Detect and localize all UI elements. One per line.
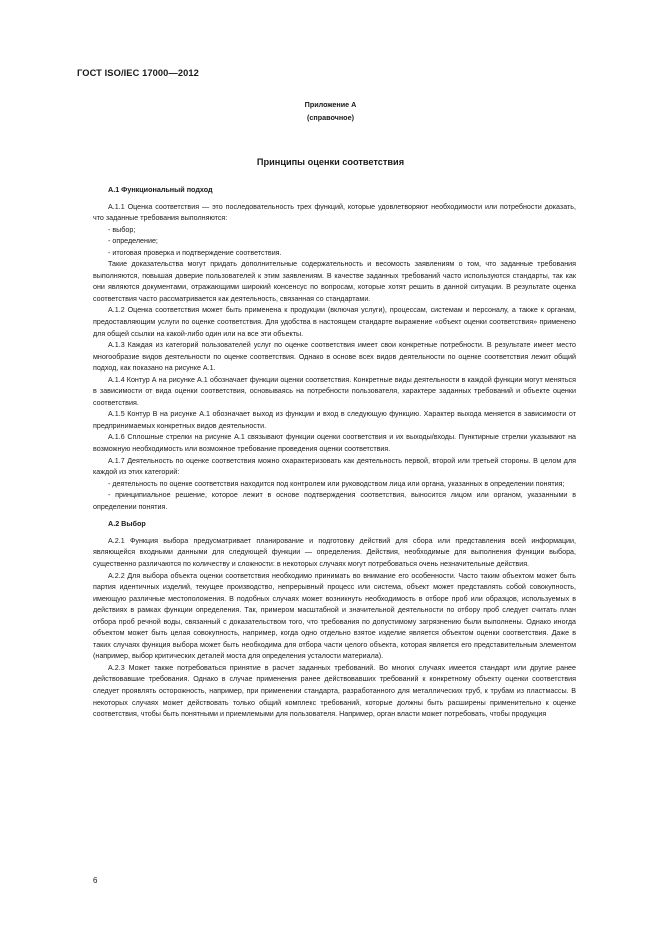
paragraph-a1-7-item-1: - деятельность по оценке соответствия находится под контролем или руководством лица или органа, указанных в определении понятия;	[108, 479, 565, 488]
main-title: Принципы оценки соответствия	[256, 157, 405, 167]
paragraph-a2-3: А.2.3 Может также потребоваться принятие в расчет заданных требований. Во многих случаях имеется стандарт или другие ранее действовавшие требования. Однако в случае применения ранее действовавших требований к конкретному объекту оценки соответствия следует проявлять осторожность, например, при применении стандарта, разработанного для металлических труб, к трубам из пластмассы. В некоторых случаях может действовать только общий комплекс требований, которые должны быть расширены применительно к оценке соответствия, чтобы быть понятными и приемлемыми для пользователя. Например, орган власти может потребовать, чтобы продукция	[93, 663, 576, 719]
standard-code-header: ГОСТ ISO/IEC 17000—2012	[77, 68, 199, 78]
paragraph-a2-2: А.2.2 Для выбора объекта оценки соответствия необходимо принимать во внимание его особенности. Часто таким объектом может быть партия идентичных изделий, текущее производство, непрерывный процесс или система, объект может представлять собой совокупность, имеющую различные местоположения. В подобных случаях может возникнуть необходимость в отборе проб или образцов, используемых в действиях в рамках функции определения. Так, примером масштабной и значительной деятельности по отбору проб следует считать план отбора проб речной воды, связанный с доказательством того, что требования по допустимому загрязнению были выполнены. Однако иногда объектом может быть целая совокупность, например, когда одно отдельно взятое изделие является объектом оценки соответствия. Даже в таких случаях функция выбора может быть необходима для отбора части целого объекта, которая является его представительным элементом (например, выбор критических деталей моста для определения усталости материала).	[93, 571, 576, 661]
document-body	[93, 184, 576, 721]
list-item: - итоговая проверка и подтверждение соответствия.	[108, 248, 282, 257]
annex-note: (справочное)	[307, 112, 354, 122]
paragraph-a1-5: А.1.5 Контур В на рисунке А.1 обозначает выход из функции и вход в следующую функцию. Характер выхода меняется в зависимости от предпринимаемых конкретных видов деятельности.	[93, 410, 576, 430]
paragraph-a1-7-item-2: - принципиальное решение, которое лежит в основе подтверждения соответствия, выносится лицом или органом, указанными в определении понятия.	[93, 491, 576, 511]
paragraph-a1-1: А.1.1 Оценка соответствия — это последовательность трех функций, которые удовлетворяют необходимости или потребности доказать, что заданные требования выполняются:	[93, 202, 576, 223]
list-item: - выбор;	[108, 225, 136, 234]
section-heading-a2: А.2 Выбор	[108, 519, 146, 529]
paragraph-a1-6: А.1.6 Сплошные стрелки на рисунке А.1 связывают функции оценки соответствия и их выходы/входы. Пунктирные стрелки указывают на возможную необходимость или возможное требование проведения оценки соответствия.	[93, 433, 576, 454]
annex-title: Приложение А	[304, 100, 357, 109]
paragraph-a1-7: А.1.7 Деятельность по оценке соответствия можно охарактеризовать как деятельность первой, второй или третьей стороны. В целом для каждой из этих категорий:	[93, 456, 576, 477]
page-number: 6	[93, 876, 98, 885]
paragraph-a1-4: А.1.4 Контур А на рисунке А.1 обозначает функции оценки соответствия. Конкретные виды деятельности в каждой функции могут меняться в зависимости от вида оценки соответствия, основываясь на потребности пользователя, характере заданных требований и объекте оценки соответствия.	[93, 375, 576, 407]
paragraph-a1-2: А.1.2 Оценка соответствия может быть применена к продукции (включая услуги), процессам, системам и персоналу, а также к органам, предоставляющим услуги по оценке соответствия. Для удобства в настоящем стандарте выражение «объект оценки соответствия» применено для общей ссылки на какой-либо один или на все эти объекты.	[93, 306, 576, 338]
list-item: - определение;	[108, 237, 158, 246]
paragraph-a2-1: А.2.1 Функция выбора предусматривает планирование и подготовку действий для сбора или представления всей информации, являющейся входными данными для следующей функции — определения. Действия, необходимые для выполнения функции выбора, существенно различаются по количеству и сложности: в некоторых случаях могут потребоваться очень незначительные действия.	[93, 536, 576, 568]
section-heading-a1: А.1 Функциональный подход	[108, 185, 213, 194]
paragraph-a1-3: А.1.3 Каждая из категорий пользователей услуг по оценке соответствия имеет свои конкретные потребности. В результате имеет место многообразие видов деятельности по оценке соответствия. Однако в основе всех видов деятельности по оценке соответствия лежит общий подход, как показано на рисунке А.1.	[93, 341, 576, 373]
annex-heading	[0, 99, 661, 124]
paragraph-evidence: Такие доказательства могут придать дополнительные содержательность и весомость заявлениям о том, что заданные требования выполняются, повышая доверие пользователей к этим заявлениям. В качестве заданных требований часто используются стандарты, так как они являются документами, отражающими широкий консенсус по вопросам, которые хотят решить в данной ситуации. В результате оценка соответствия часто рассматривается как деятельность, связанная со стандартами.	[93, 260, 576, 303]
